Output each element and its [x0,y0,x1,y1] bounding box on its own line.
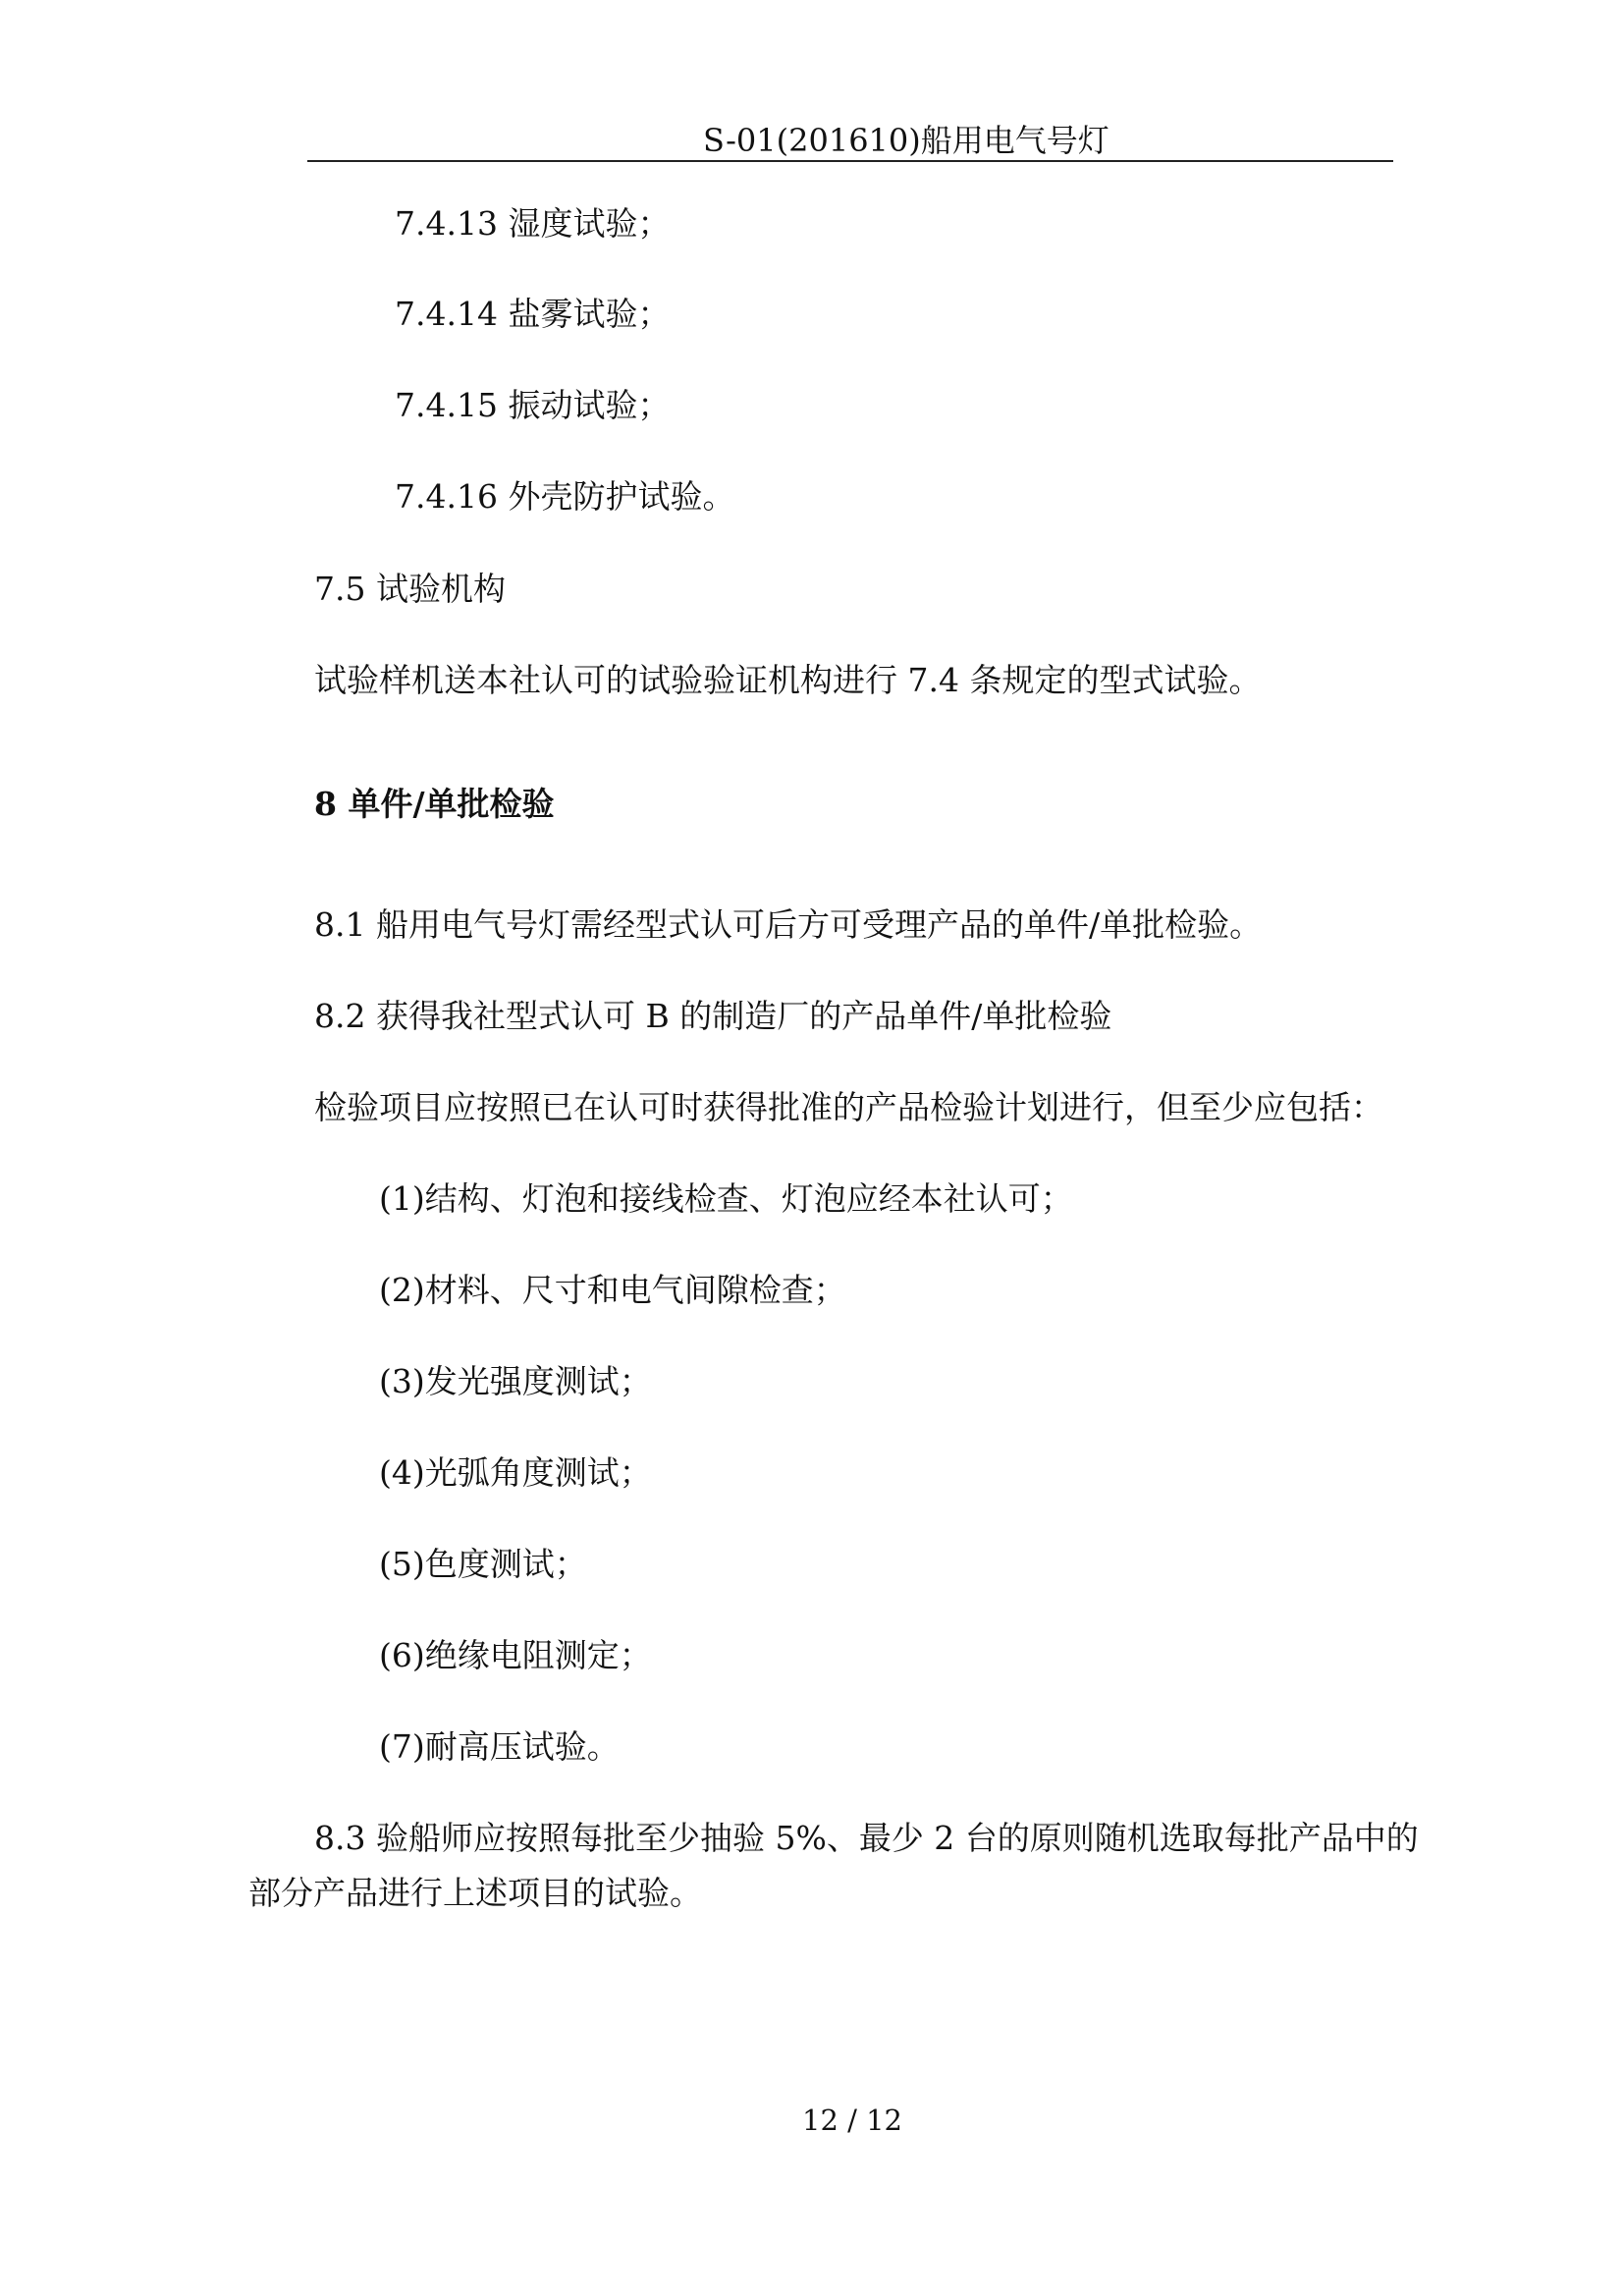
header-divider [307,160,1393,162]
list-item: (7)耐高压试验。 [379,1727,620,1766]
page-number: 12 / 12 [802,2104,903,2137]
item-7-4-13: 7.4.13 湿度试验； [395,204,671,243]
list-item: (4)光弧角度测试； [379,1453,652,1492]
paragraph-8-1: 8.1 船用电气号灯需经型式认可后方可受理产品的单件/单批检验。 [314,905,1263,944]
list-item: (5)色度测试； [379,1545,587,1583]
item-7-4-15: 7.4.15 振动试验； [395,386,671,424]
section-heading-8: 8 单件/单批检验 [314,785,555,823]
paragraph-8-2-items-intro: 检验项目应按照已在认可时获得批准的产品检验计划进行，但至少应包括： [314,1088,1383,1126]
list-item: (1)结构、灯泡和接线检查、灯泡应经本社认可； [379,1179,1073,1218]
list-item: (6)绝缘电阻测定； [379,1636,652,1674]
list-item: (2)材料、尺寸和电气间隙检查； [379,1271,846,1309]
paragraph-8-3-line-2: 部分产品进行上述项目的试验。 [248,1874,702,1912]
item-7-4-14: 7.4.14 盐雾试验； [395,295,671,333]
paragraph-8-2: 8.2 获得我社型式认可 B 的制造厂的产品单件/单批检验 [314,997,1112,1035]
paragraph-8-3-line-1: 8.3 验船师应按照每批至少抽验 5%、最少 2 台的原则随机选取每批产品中的 [314,1819,1419,1857]
item-7-4-16: 7.4.16 外壳防护试验。 [395,477,735,516]
paragraph-7-5: 试验样机送本社认可的试验验证机构进行 7.4 条规定的型式试验。 [314,661,1262,699]
list-item: (3)发光强度测试； [379,1362,652,1400]
section-heading-7-5: 7.5 试验机构 [314,570,506,608]
document-code-title: S-01(201610)船用电气号灯 [703,122,1109,159]
